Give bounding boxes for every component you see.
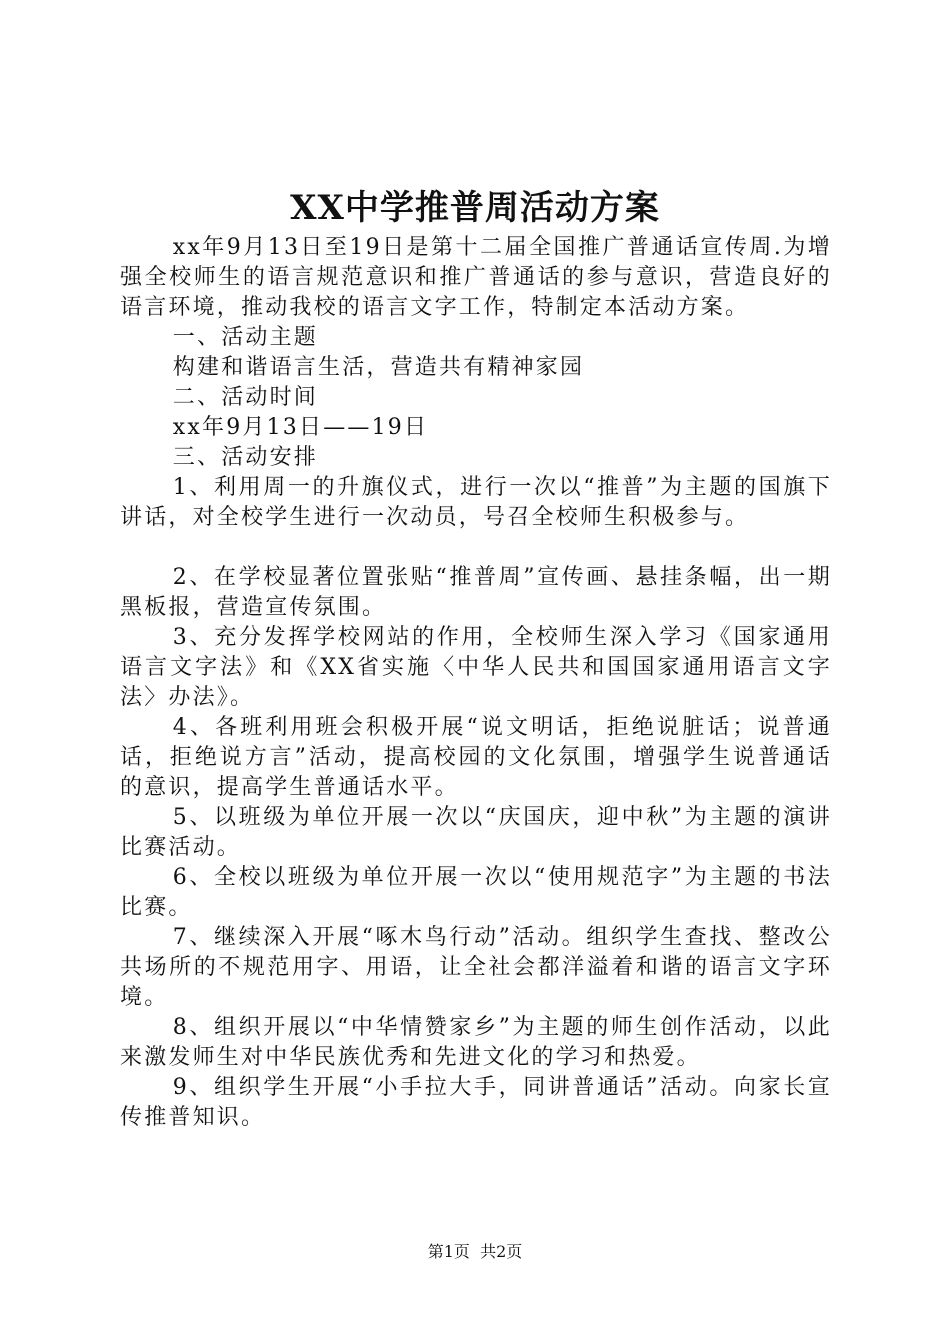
list-item-3: 3、充分发挥学校网站的作用，全校师生深入学习《国家通用语言文字法》和《XX省实施〈中华人民共和国国家通用语言文字法〉办法》。 bbox=[120, 625, 832, 710]
list-item-6: 6、全校以班级为单位开展一次以“使用规范字”为主题的书法比赛。 bbox=[120, 865, 832, 920]
heading-arrangement: 三、活动安排 bbox=[172, 445, 318, 470]
list-item-8: 8、组织开展以“中华情赞家乡”为主题的师生创作活动，以此来激发师生对中华民族优秀和先进文化的学习和热爱。 bbox=[120, 1015, 832, 1070]
paragraph-theme: 构建和谐语言生活，营造共有精神家园 bbox=[172, 355, 585, 380]
heading-time: 二、活动时间 bbox=[172, 385, 318, 410]
footer-spacer bbox=[470, 1242, 480, 1261]
list-item-9: 9、组织学生开展“小手拉大手，同讲普通话”活动。向家长宣传推普知识。 bbox=[120, 1075, 832, 1130]
list-item-1: 1、利用周一的升旗仪式，进行一次以“推普”为主题的国旗下讲话，对全校学生进行一次动员，号召全校师生积极参与。 bbox=[120, 475, 832, 530]
heading-theme: 一、活动主题 bbox=[172, 325, 318, 350]
list-item-2: 2、在学校显著位置张贴“推普周”宣传画、悬挂条幅，出一期黑板报，营造宣传氛围。 bbox=[120, 565, 832, 620]
document-body bbox=[120, 233, 832, 1133]
document-title: XX中学推普周活动方案 bbox=[290, 188, 660, 228]
list-item-5: 5、以班级为单位开展一次以“庆国庆，迎中秋”为主题的演讲比赛活动。 bbox=[120, 805, 832, 860]
page-number: 第1页 bbox=[427, 1242, 470, 1261]
page-total: 共2页 bbox=[480, 1242, 523, 1261]
paragraph-time: xx年9月13日——19日 bbox=[172, 415, 429, 440]
paragraph-intro: xx年9月13日至19日是第十二届全国推广普通话宣传周.为增强全校师生的语言规范意识和推广普通话的参与意识，营造良好的语言环境，推动我校的语言文字工作，特制定本活动方案。 bbox=[120, 235, 832, 320]
page-footer bbox=[0, 1240, 950, 1264]
list-item-7: 7、继续深入开展“啄木鸟行动”活动。组织学生查找、整改公共场所的不规范用字、用语，让全社会都洋溢着和谐的语言文字环境。 bbox=[120, 925, 832, 1010]
list-item-4: 4、各班利用班会积极开展“说文明话，拒绝说脏话；说普通话，拒绝说方言”活动，提高校园的文化氛围，增强学生说普通话的意识，提高学生普通话水平。 bbox=[120, 715, 832, 800]
